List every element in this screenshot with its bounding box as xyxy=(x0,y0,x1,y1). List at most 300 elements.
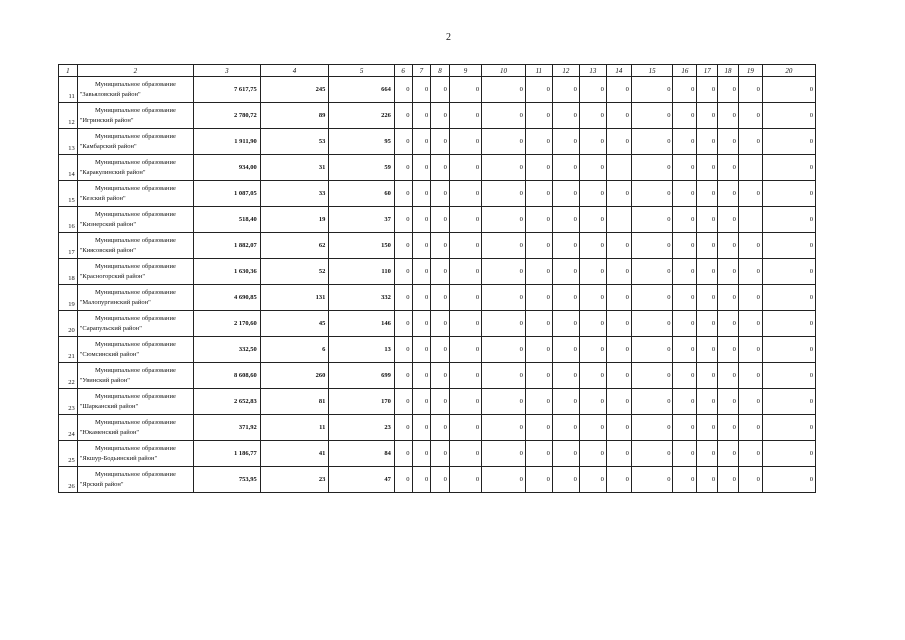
municipality-name xyxy=(77,181,193,207)
value-col-17: 0 xyxy=(697,103,718,129)
value-col-8: 0 xyxy=(431,77,450,103)
column-header: 18 xyxy=(718,65,739,77)
value-col-18: 0 xyxy=(718,337,739,363)
value-col-13: 0 xyxy=(579,285,606,311)
value-col-7: 0 xyxy=(412,129,431,155)
municipality-district: "Сарапульский район" xyxy=(79,324,142,332)
value-col-10: 0 xyxy=(482,285,526,311)
value-col-12: 0 xyxy=(552,337,579,363)
value-col-11: 0 xyxy=(525,285,552,311)
value-col-20: 0 xyxy=(762,337,815,363)
value-col-17: 0 xyxy=(697,207,718,233)
value-col-6: 0 xyxy=(394,155,412,181)
column-header: 2 xyxy=(77,65,193,77)
value-col-3: 753,95 xyxy=(194,467,261,493)
value-col-18: 0 xyxy=(718,389,739,415)
table-row xyxy=(59,467,816,493)
value-col-7: 0 xyxy=(412,337,431,363)
municipality-district: "Киясовский район" xyxy=(79,246,136,254)
table-row xyxy=(59,441,816,467)
value-col-9: 0 xyxy=(449,259,481,285)
value-col-4: 89 xyxy=(260,103,329,129)
value-col-11: 0 xyxy=(525,155,552,181)
value-col-18: 0 xyxy=(718,233,739,259)
municipality-district: "Игринский район" xyxy=(79,116,134,124)
value-col-5: 84 xyxy=(329,441,395,467)
value-col-4: 23 xyxy=(260,467,329,493)
value-col-7: 0 xyxy=(412,285,431,311)
value-col-3: 518,40 xyxy=(194,207,261,233)
row-number: 14 xyxy=(59,155,78,181)
value-col-5: 13 xyxy=(329,337,395,363)
value-col-15: 0 xyxy=(631,337,673,363)
value-col-16: 0 xyxy=(673,337,697,363)
value-col-5: 110 xyxy=(329,259,395,285)
value-col-7: 0 xyxy=(412,207,431,233)
value-col-17: 0 xyxy=(697,415,718,441)
value-col-17: 0 xyxy=(697,77,718,103)
value-col-11: 0 xyxy=(525,441,552,467)
value-col-10: 0 xyxy=(482,415,526,441)
table-row xyxy=(59,207,816,233)
value-col-16: 0 xyxy=(673,155,697,181)
value-col-6: 0 xyxy=(394,285,412,311)
value-col-3: 2 652,83 xyxy=(194,389,261,415)
value-col-13: 0 xyxy=(579,415,606,441)
value-col-19: 0 xyxy=(738,441,762,467)
table-header-row xyxy=(59,65,816,77)
value-col-20: 0 xyxy=(762,467,815,493)
value-col-6: 0 xyxy=(394,233,412,259)
column-header: 14 xyxy=(606,65,631,77)
value-col-15: 0 xyxy=(631,77,673,103)
municipality-district: "Якшур-Бодьинский район" xyxy=(79,454,158,462)
value-col-7: 0 xyxy=(412,415,431,441)
value-col-8: 0 xyxy=(431,285,450,311)
column-header: 3 xyxy=(194,65,261,77)
value-col-17: 0 xyxy=(697,129,718,155)
value-col-7: 0 xyxy=(412,77,431,103)
value-col-20: 0 xyxy=(762,77,815,103)
value-col-4: 11 xyxy=(260,415,329,441)
municipality-type: Муниципальное образование xyxy=(94,132,176,140)
value-col-10: 0 xyxy=(482,103,526,129)
value-col-18: 0 xyxy=(718,415,739,441)
value-col-13: 0 xyxy=(579,259,606,285)
value-col-18: 0 xyxy=(718,103,739,129)
value-col-16: 0 xyxy=(673,415,697,441)
value-col-12: 0 xyxy=(552,311,579,337)
value-col-13: 0 xyxy=(579,441,606,467)
row-number: 25 xyxy=(59,441,78,467)
value-col-5: 150 xyxy=(329,233,395,259)
value-col-16: 0 xyxy=(673,181,697,207)
municipality-district: "Малопургинский район" xyxy=(79,298,151,306)
municipality-type: Муниципальное образование xyxy=(94,470,176,478)
value-col-8: 0 xyxy=(431,467,450,493)
value-col-11: 0 xyxy=(525,77,552,103)
value-col-11: 0 xyxy=(525,181,552,207)
value-col-14: 0 xyxy=(606,389,631,415)
table-row xyxy=(59,285,816,311)
value-col-15: 0 xyxy=(631,259,673,285)
value-col-13: 0 xyxy=(579,467,606,493)
municipality-type: Муниципальное образование xyxy=(94,366,176,374)
value-col-6: 0 xyxy=(394,129,412,155)
value-col-19: 0 xyxy=(738,181,762,207)
municipality-type: Муниципальное образование xyxy=(94,288,176,296)
value-col-5: 37 xyxy=(329,207,395,233)
value-col-5: 332 xyxy=(329,285,395,311)
municipality-name xyxy=(77,233,193,259)
table-row xyxy=(59,129,816,155)
row-number: 19 xyxy=(59,285,78,311)
municipality-district: "Кизнерский район" xyxy=(79,220,136,228)
value-col-10: 0 xyxy=(482,77,526,103)
municipality-type: Муниципальное образование xyxy=(94,158,176,166)
value-col-8: 0 xyxy=(431,103,450,129)
value-col-7: 0 xyxy=(412,155,431,181)
value-col-18: 0 xyxy=(718,77,739,103)
value-col-10: 0 xyxy=(482,155,526,181)
value-col-7: 0 xyxy=(412,363,431,389)
value-col-10: 0 xyxy=(482,337,526,363)
value-col-13: 0 xyxy=(579,389,606,415)
value-col-9: 0 xyxy=(449,467,481,493)
page-number: 2 xyxy=(446,32,451,43)
value-col-15: 0 xyxy=(631,363,673,389)
municipality-district: "Красногорский район" xyxy=(79,272,146,280)
municipality-district: "Увинский район" xyxy=(79,376,130,384)
value-col-14: 0 xyxy=(606,415,631,441)
value-col-6: 0 xyxy=(394,311,412,337)
municipality-district: "Завьяловский район" xyxy=(79,90,141,98)
value-col-4: 19 xyxy=(260,207,329,233)
value-col-7: 0 xyxy=(412,311,431,337)
value-col-14: 0 xyxy=(606,259,631,285)
value-col-4: 33 xyxy=(260,181,329,207)
value-col-17: 0 xyxy=(697,467,718,493)
value-col-15: 0 xyxy=(631,311,673,337)
value-col-11: 0 xyxy=(525,207,552,233)
municipality-type: Муниципальное образование xyxy=(94,184,176,192)
value-col-19: 0 xyxy=(738,77,762,103)
municipality-district: "Каракулинский район" xyxy=(79,168,146,176)
column-header: 8 xyxy=(431,65,450,77)
row-number: 12 xyxy=(59,103,78,129)
table-row xyxy=(59,77,816,103)
table-body xyxy=(59,77,816,493)
value-col-3: 1 882,07 xyxy=(194,233,261,259)
row-number: 15 xyxy=(59,181,78,207)
value-col-17: 0 xyxy=(697,389,718,415)
value-col-20: 0 xyxy=(762,415,815,441)
value-col-17: 0 xyxy=(697,259,718,285)
value-col-9: 0 xyxy=(449,207,481,233)
municipality-type: Муниципальное образование xyxy=(94,236,176,244)
value-col-16: 0 xyxy=(673,311,697,337)
value-col-19: 0 xyxy=(738,233,762,259)
value-col-14: 0 xyxy=(606,233,631,259)
value-col-10: 0 xyxy=(482,441,526,467)
table-row xyxy=(59,155,816,181)
value-col-15: 0 xyxy=(631,207,673,233)
column-header: 17 xyxy=(697,65,718,77)
value-col-3: 4 690,85 xyxy=(194,285,261,311)
value-col-12: 0 xyxy=(552,181,579,207)
value-col-12: 0 xyxy=(552,259,579,285)
value-col-11: 0 xyxy=(525,103,552,129)
value-col-9: 0 xyxy=(449,77,481,103)
row-number: 17 xyxy=(59,233,78,259)
value-col-20: 0 xyxy=(762,233,815,259)
value-col-9: 0 xyxy=(449,415,481,441)
value-col-5: 226 xyxy=(329,103,395,129)
column-header: 4 xyxy=(260,65,329,77)
municipality-district: "Ярский район" xyxy=(79,480,124,488)
value-col-9: 0 xyxy=(449,311,481,337)
value-col-8: 0 xyxy=(431,441,450,467)
value-col-3: 2 170,60 xyxy=(194,311,261,337)
value-col-7: 0 xyxy=(412,441,431,467)
value-col-7: 0 xyxy=(412,259,431,285)
municipality-name xyxy=(77,337,193,363)
value-col-9: 0 xyxy=(449,181,481,207)
municipality-name xyxy=(77,155,193,181)
value-col-16: 0 xyxy=(673,467,697,493)
value-col-19: 0 xyxy=(738,129,762,155)
value-col-17: 0 xyxy=(697,363,718,389)
value-col-12: 0 xyxy=(552,103,579,129)
municipality-type: Муниципальное образование xyxy=(94,262,176,270)
value-col-8: 0 xyxy=(431,233,450,259)
value-col-5: 23 xyxy=(329,415,395,441)
value-col-17: 0 xyxy=(697,155,718,181)
value-col-3: 1 630,36 xyxy=(194,259,261,285)
value-col-12: 0 xyxy=(552,155,579,181)
value-col-16: 0 xyxy=(673,363,697,389)
value-col-7: 0 xyxy=(412,389,431,415)
value-col-18: 0 xyxy=(718,441,739,467)
value-col-17: 0 xyxy=(697,311,718,337)
value-col-11: 0 xyxy=(525,129,552,155)
value-col-6: 0 xyxy=(394,181,412,207)
value-col-11: 0 xyxy=(525,259,552,285)
value-col-14: 0 xyxy=(606,363,631,389)
value-col-8: 0 xyxy=(431,337,450,363)
value-col-20: 0 xyxy=(762,181,815,207)
value-col-11: 0 xyxy=(525,415,552,441)
column-header: 16 xyxy=(673,65,697,77)
value-col-15: 0 xyxy=(631,415,673,441)
value-col-11: 0 xyxy=(525,467,552,493)
column-header: 6 xyxy=(394,65,412,77)
table-row xyxy=(59,389,816,415)
value-col-16: 0 xyxy=(673,259,697,285)
value-col-19: 0 xyxy=(738,259,762,285)
value-col-20: 0 xyxy=(762,441,815,467)
value-col-6: 0 xyxy=(394,207,412,233)
value-col-10: 0 xyxy=(482,389,526,415)
municipality-name xyxy=(77,441,193,467)
value-col-3: 8 608,60 xyxy=(194,363,261,389)
value-col-12: 0 xyxy=(552,389,579,415)
value-col-20: 0 xyxy=(762,363,815,389)
value-col-4: 245 xyxy=(260,77,329,103)
value-col-14: 0 xyxy=(606,181,631,207)
value-col-11: 0 xyxy=(525,233,552,259)
row-number: 20 xyxy=(59,311,78,337)
value-col-3: 1 087,05 xyxy=(194,181,261,207)
value-col-6: 0 xyxy=(394,389,412,415)
value-col-10: 0 xyxy=(482,467,526,493)
municipality-name xyxy=(77,259,193,285)
municipality-name xyxy=(77,129,193,155)
value-col-14: 0 xyxy=(606,103,631,129)
municipality-type: Муниципальное образование xyxy=(94,418,176,426)
value-col-5: 95 xyxy=(329,129,395,155)
row-number: 26 xyxy=(59,467,78,493)
value-col-4: 260 xyxy=(260,363,329,389)
value-col-15: 0 xyxy=(631,103,673,129)
value-col-20: 0 xyxy=(762,285,815,311)
value-col-9: 0 xyxy=(449,441,481,467)
value-col-7: 0 xyxy=(412,233,431,259)
value-col-18: 0 xyxy=(718,207,739,233)
value-col-14 xyxy=(606,155,631,181)
row-number: 23 xyxy=(59,389,78,415)
value-col-4: 131 xyxy=(260,285,329,311)
value-col-17: 0 xyxy=(697,337,718,363)
value-col-13: 0 xyxy=(579,129,606,155)
value-col-4: 62 xyxy=(260,233,329,259)
row-number: 13 xyxy=(59,129,78,155)
value-col-9: 0 xyxy=(449,363,481,389)
table-row xyxy=(59,233,816,259)
value-col-19: 0 xyxy=(738,311,762,337)
value-col-9: 0 xyxy=(449,337,481,363)
value-col-18: 0 xyxy=(718,129,739,155)
municipality-type: Муниципальное образование xyxy=(94,444,176,452)
municipality-type: Муниципальное образование xyxy=(94,106,176,114)
row-number: 11 xyxy=(59,77,78,103)
value-col-14: 0 xyxy=(606,467,631,493)
value-col-15: 0 xyxy=(631,441,673,467)
value-col-13: 0 xyxy=(579,311,606,337)
value-col-8: 0 xyxy=(431,259,450,285)
value-col-16: 0 xyxy=(673,441,697,467)
value-col-4: 53 xyxy=(260,129,329,155)
value-col-16: 0 xyxy=(673,77,697,103)
table-row xyxy=(59,103,816,129)
value-col-3: 1 186,77 xyxy=(194,441,261,467)
column-header: 20 xyxy=(762,65,815,77)
value-col-4: 45 xyxy=(260,311,329,337)
value-col-5: 47 xyxy=(329,467,395,493)
value-col-7: 0 xyxy=(412,103,431,129)
value-col-20: 0 xyxy=(762,389,815,415)
column-header: 1 xyxy=(59,65,78,77)
value-col-13: 0 xyxy=(579,181,606,207)
value-col-18: 0 xyxy=(718,363,739,389)
value-col-12: 0 xyxy=(552,363,579,389)
municipality-district: "Камбарский район" xyxy=(79,142,137,150)
value-col-13: 0 xyxy=(579,103,606,129)
value-col-12: 0 xyxy=(552,415,579,441)
value-col-20: 0 xyxy=(762,155,815,181)
value-col-15: 0 xyxy=(631,129,673,155)
municipality-type: Муниципальное образование xyxy=(94,80,176,88)
value-col-14: 0 xyxy=(606,77,631,103)
value-col-6: 0 xyxy=(394,259,412,285)
value-col-11: 0 xyxy=(525,337,552,363)
value-col-16: 0 xyxy=(673,103,697,129)
value-col-12: 0 xyxy=(552,233,579,259)
value-col-7: 0 xyxy=(412,181,431,207)
column-header: 13 xyxy=(579,65,606,77)
column-header: 11 xyxy=(525,65,552,77)
value-col-9: 0 xyxy=(449,389,481,415)
value-col-19 xyxy=(738,207,762,233)
column-header: 12 xyxy=(552,65,579,77)
value-col-8: 0 xyxy=(431,363,450,389)
value-col-15: 0 xyxy=(631,155,673,181)
value-col-13: 0 xyxy=(579,155,606,181)
municipality-district: "Сюмсинский район" xyxy=(79,350,140,358)
value-col-17: 0 xyxy=(697,441,718,467)
value-col-17: 0 xyxy=(697,285,718,311)
value-col-19: 0 xyxy=(738,363,762,389)
value-col-20: 0 xyxy=(762,103,815,129)
value-col-4: 31 xyxy=(260,155,329,181)
column-header: 9 xyxy=(449,65,481,77)
value-col-10: 0 xyxy=(482,311,526,337)
value-col-9: 0 xyxy=(449,233,481,259)
column-header: 7 xyxy=(412,65,431,77)
value-col-10: 0 xyxy=(482,259,526,285)
value-col-9: 0 xyxy=(449,155,481,181)
value-col-8: 0 xyxy=(431,311,450,337)
value-col-16: 0 xyxy=(673,207,697,233)
value-col-19: 0 xyxy=(738,467,762,493)
table-row xyxy=(59,181,816,207)
value-col-5: 146 xyxy=(329,311,395,337)
municipality-name xyxy=(77,415,193,441)
value-col-5: 664 xyxy=(329,77,395,103)
value-col-19: 0 xyxy=(738,389,762,415)
value-col-8: 0 xyxy=(431,415,450,441)
value-col-9: 0 xyxy=(449,129,481,155)
value-col-8: 0 xyxy=(431,155,450,181)
table-row xyxy=(59,363,816,389)
value-col-13: 0 xyxy=(579,207,606,233)
municipality-type: Муниципальное образование xyxy=(94,210,176,218)
value-col-4: 52 xyxy=(260,259,329,285)
value-col-19: 0 xyxy=(738,103,762,129)
value-col-8: 0 xyxy=(431,181,450,207)
table-row xyxy=(59,259,816,285)
value-col-5: 59 xyxy=(329,155,395,181)
municipality-type: Муниципальное образование xyxy=(94,340,176,348)
value-col-20: 0 xyxy=(762,259,815,285)
value-col-13: 0 xyxy=(579,233,606,259)
value-col-9: 0 xyxy=(449,285,481,311)
value-col-6: 0 xyxy=(394,467,412,493)
municipality-district: "Юкаменский район" xyxy=(79,428,140,436)
row-number: 21 xyxy=(59,337,78,363)
value-col-3: 934,00 xyxy=(194,155,261,181)
municipality-district: "Шарканский район" xyxy=(79,402,139,410)
